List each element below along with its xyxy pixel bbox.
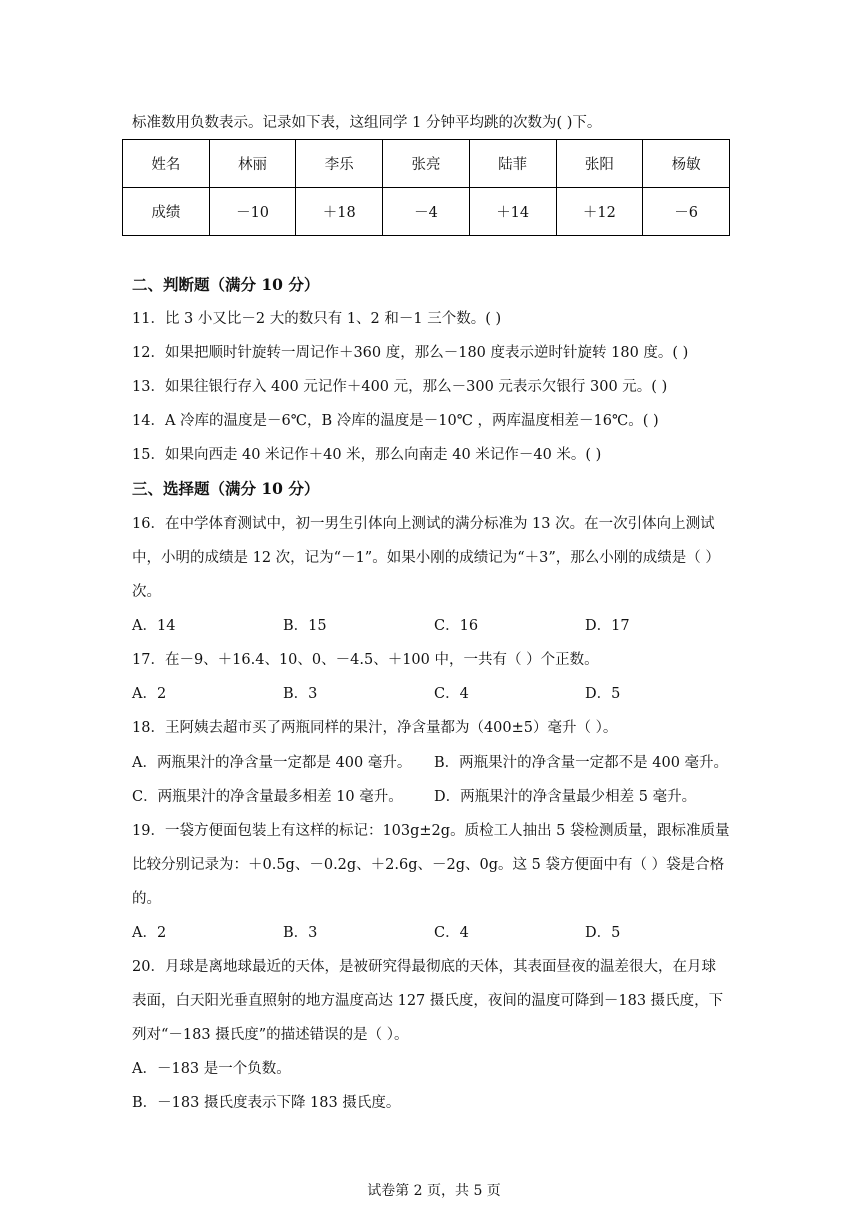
option-b: B．3	[283, 925, 318, 941]
table-cell: 陆菲	[469, 140, 556, 188]
option-b: B．3	[283, 686, 318, 702]
option-b: B．两瓶果汁的净含量一定都不是 400 毫升。	[434, 755, 729, 771]
question-16-line-2: 中，小明的成绩是 12 次，记为“－1”。如果小刚的成绩记为“＋3”，那么小刚的成绩是（ ）	[132, 550, 720, 566]
table-cell: 张亮	[383, 140, 470, 188]
option-c: C．16	[434, 618, 479, 634]
section-heading-choice: 三、选择题（满分 10 分）	[132, 479, 320, 498]
table-cell: 姓名	[123, 140, 210, 188]
table-cell: －10	[209, 188, 296, 236]
option-b: B．15	[283, 618, 327, 634]
question-15: 15．如果向西走 40 米记作＋40 米，那么向南走 40 米记作－40 米。( )	[132, 447, 602, 463]
option-c: C．4	[434, 686, 469, 702]
question-20-line-3: 列对“－183 摄氏度”的描述错误的是（ ）。	[132, 1027, 409, 1043]
table-cell: －4	[383, 188, 470, 236]
question-18: 18．王阿姨去超市买了两瓶同样的果汁，净含量都为（400±5）毫升（ ）。	[132, 720, 618, 736]
question-19-line-1: 19．一袋方便面包装上有这样的标记：103g±2g。质检工人抽出 5 袋检测质量，跟标准质量	[132, 823, 730, 839]
option-c: C．4	[434, 925, 469, 941]
table-cell: 成绩	[123, 188, 210, 236]
question-11: 11．比 3 小又比－2 大的数只有 1、2 和－1 三个数。( )	[132, 311, 502, 327]
score-table	[122, 139, 730, 236]
question-19-line-2: 比较分别记录为：＋0.5g、－0.2g、＋2.6g、－2g、0g。这 5 袋方便面中有（ ）袋是合格	[132, 857, 725, 873]
option-b: B．－183 摄氏度表示下降 183 摄氏度。	[132, 1095, 401, 1111]
question-14: 14．A 冷库的温度是－6℃，B 冷库的温度是－10℃ ，两库温度相差－16℃。( )	[132, 413, 659, 429]
table-cell: 杨敏	[643, 140, 730, 188]
table-row	[123, 140, 730, 188]
option-a: A．2	[132, 925, 167, 941]
option-d: D．两瓶果汁的净含量最少相差 5 毫升。	[434, 789, 697, 805]
option-a: A．两瓶果汁的净含量一定都是 400 毫升。	[132, 755, 412, 771]
table-cell: 李乐	[296, 140, 383, 188]
option-d: D．5	[585, 925, 621, 941]
question-13: 13．如果往银行存入 400 元记作＋400 元，那么－300 元表示欠银行 300 元。( )	[132, 379, 668, 395]
option-d: D．5	[585, 686, 621, 702]
intro-line: 标准数用负数表示。记录如下表，这组同学 1 分钟平均跳的次数为( )下。	[132, 115, 602, 131]
question-16-line-3: 次。	[132, 584, 161, 600]
table-cell: －6	[643, 188, 730, 236]
question-20-line-1: 20．月球是离地球最近的天体，是被研究得最彻底的天体，其表面昼夜的温差很大，在月球	[132, 959, 716, 975]
question-12: 12．如果把顺时针旋转一周记作＋360 度，那么－180 度表示逆时针旋转 180 度。( )	[132, 345, 689, 361]
option-a: A．14	[132, 618, 176, 634]
table-cell: ＋12	[556, 188, 643, 236]
option-a: A．2	[132, 686, 167, 702]
option-c: C．两瓶果汁的净含量最多相差 10 毫升。	[132, 789, 403, 805]
table-cell: 林丽	[209, 140, 296, 188]
page-footer: 试卷第 2 页，共 5 页	[367, 1183, 501, 1199]
table-cell: ＋18	[296, 188, 383, 236]
table-row	[123, 188, 730, 236]
question-19-line-3: 的。	[132, 891, 161, 907]
option-d: D．17	[585, 618, 630, 634]
question-17: 17．在－9、＋16.4、10、0、－4.5、＋100 中，一共有（ ）个正数。	[132, 652, 599, 668]
section-heading-judgement: 二、判断题（满分 10 分）	[132, 275, 320, 294]
table-cell: ＋14	[469, 188, 556, 236]
question-20-line-2: 表面，白天阳光垂直照射的地方温度高达 127 摄氏度，夜间的温度可降到－183 摄氏度，下	[132, 993, 724, 1009]
table-cell: 张阳	[556, 140, 643, 188]
question-16-line-1: 16．在中学体育测试中，初一男生引体向上测试的满分标准为 13 次。在一次引体向上测试	[132, 516, 715, 532]
option-a: A．－183 是一个负数。	[132, 1061, 291, 1077]
